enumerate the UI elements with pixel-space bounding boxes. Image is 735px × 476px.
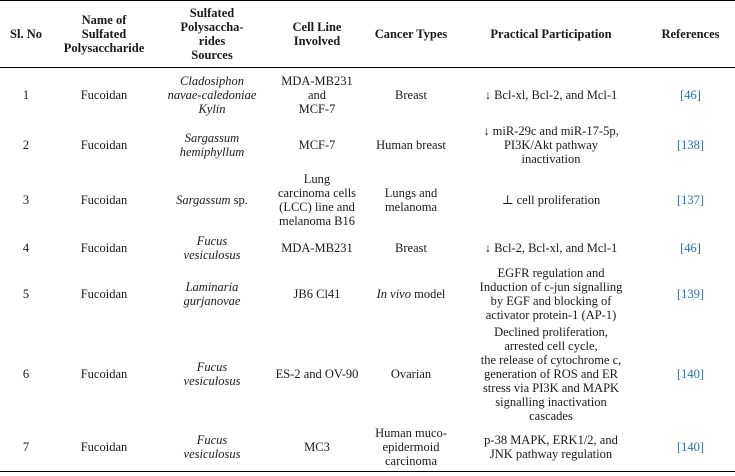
cell-name: Fucoidan [80,240,128,255]
cell-sl-no: 2 [22,137,30,152]
cell-source: Sargassum hemiphyllum [179,130,245,159]
cell-cell-line: Lung carcinoma cells (LCC) line and melanoma B16 [277,171,357,228]
table-header-row [0,1,735,68]
cell-source: Fucus vesiculosus [183,233,241,262]
reference-link[interactable]: [138] [676,137,705,152]
cell-cancer-type: Breast [395,87,427,102]
table-row [0,424,735,472]
header-name: Name of Sulfated Polysaccharide [63,13,145,55]
header-cell-line: Cell Line Involved [292,20,342,48]
table-row [0,122,735,168]
cell-sl-no: 5 [22,286,30,301]
cell-source: Fucus vesiculosus [183,359,241,388]
cell-participation: Declined proliferation, arrested cell cycle, the release of cytochrome c, generation of ROS and ER stress via PI3K and MAPK signalling inactivation cascades [480,324,622,423]
cell-sl-no: 6 [22,366,30,381]
cell-cancer-type: Human muco- epidermoid carcinoma [375,426,447,469]
reference-link[interactable]: [46] [680,240,701,255]
cell-sl-no: 1 [22,87,30,102]
cell-sl-no: 4 [22,240,30,255]
cell-cell-line: MC3 [304,440,330,455]
table-row [0,264,735,324]
cell-cancer-type [366,264,456,324]
reference-link[interactable]: [139] [676,286,705,301]
header-references: References [661,27,720,41]
cell-name: Fucoidan [80,440,128,455]
header-sources: Sulfated Polysaccha- rides Sources [180,6,244,62]
cell-cancer-type: Lungs and melanoma [384,185,438,214]
cell-name: Fucoidan [80,137,128,152]
cell-source: Cladosiphon navae-caledoniae Kylin [167,73,257,116]
table-row [0,68,735,122]
cell-source: Fucus vesiculosus [183,433,241,462]
reference-link[interactable]: [140] [676,440,705,455]
header-participation: Practical Participation [490,27,612,41]
reference-link[interactable]: [140] [676,366,705,381]
cell-cell-line: MDA-MB231 [281,240,353,255]
cell-sl-no: 7 [22,440,30,455]
cell-cell-line: ES-2 and OV-90 [275,366,359,381]
reference-link[interactable]: [46] [680,87,701,102]
cell-source: Laminaria gurjanovae [183,279,241,308]
cell-cancer-type: Ovarian [390,366,432,381]
cell-participation: p-38 MAPK, ERK1/2, and JNK pathway regulation [484,433,618,462]
cell-participation: ⊥ cell proliferation [501,192,601,207]
header-sl-no: Sl. No [10,27,42,41]
cell-source [156,168,268,232]
cell-cell-line: MDA-MB231 and MCF-7 [281,73,353,116]
cell-name: Fucoidan [80,87,128,102]
source-suffix: sp. [230,192,248,207]
table-row [0,324,735,424]
cell-name: Fucoidan [80,192,128,207]
cell-cancer-type: Breast [395,240,427,255]
cell-cell-line: JB6 Cl41 [293,286,341,301]
cancer-in-vivo: In vivo [376,286,411,301]
reference-link[interactable]: [137] [676,192,705,207]
table-row [0,168,735,232]
cell-name: Fucoidan [80,286,128,301]
cell-cancer-type: Human breast [376,137,446,152]
cell-sl-no: 3 [22,192,30,207]
cell-participation: ↓ miR-29c and miR-17-5p, PI3K/Akt pathway inactivation [483,123,619,166]
cell-participation: ↓ Bcl-2, Bcl-xl, and Mcl-1 [484,240,618,255]
cell-name: Fucoidan [80,366,128,381]
cell-participation: ↓ Bcl-xl, Bcl-2, and Mcl-1 [484,87,618,102]
source-genus: Sargassum [176,192,231,207]
cell-participation: EGFR regulation and Induction of c-jun signalling by EGF and blocking of activator protein-1 (AP-1) [479,265,623,322]
cell-cell-line: MCF-7 [298,137,336,152]
table-row [0,232,735,264]
header-cancer-types: Cancer Types [374,27,448,41]
cancer-suffix: model [410,286,446,301]
